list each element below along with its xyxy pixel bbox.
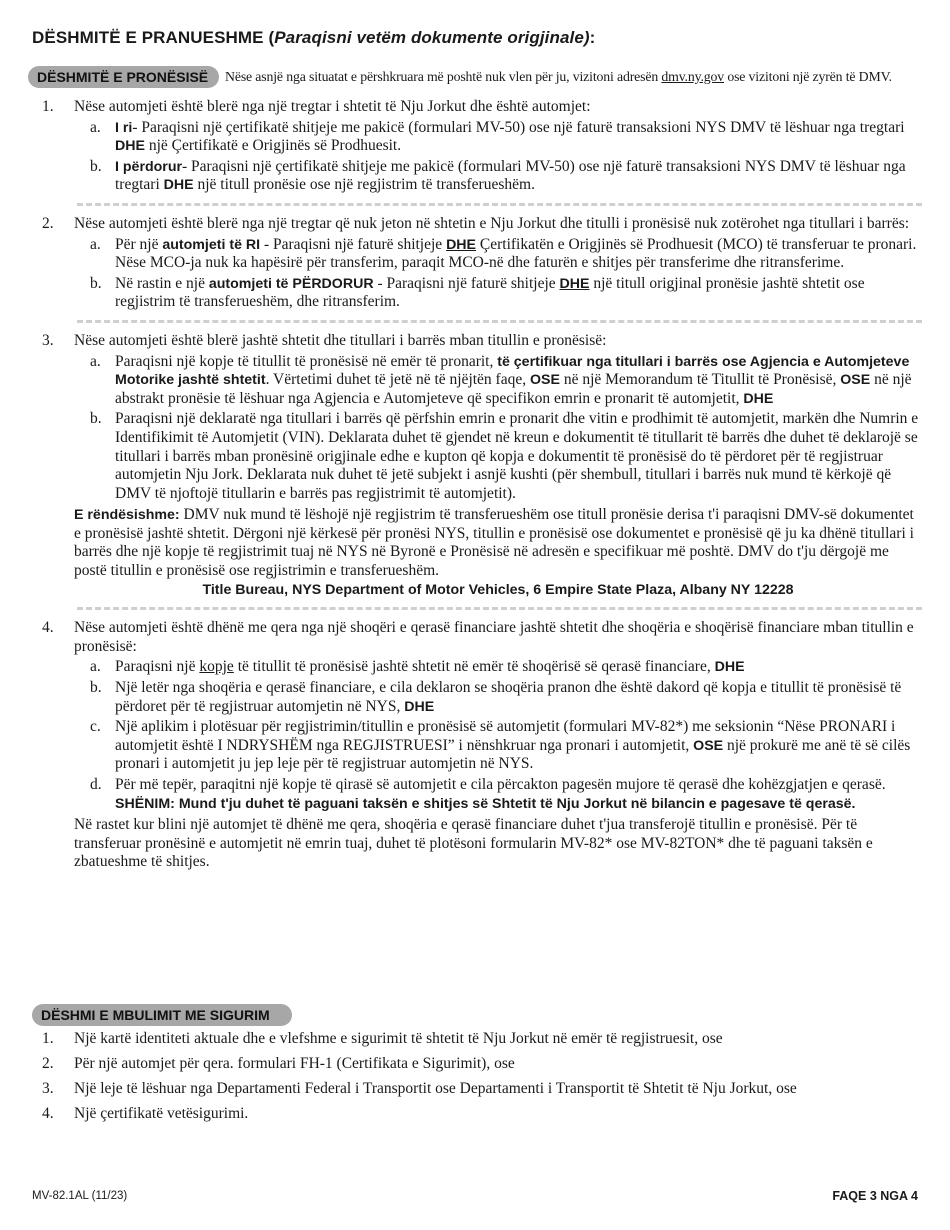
page-title: DËSHMITË E PRANUESHME (Paraqisni vetëm dokumente origjinale): [32,28,596,47]
list-item: 1. Nëse automjeti është blerë nga një tregtar i shtetit të Nju Jorkut dhe është automjet: a. I ri- Paraqisni një çertifikatë shitjeje me pakicë (formulari MV-50) ose një faturë transaksioni NYS DMV të lëshuar nga tregtari DHE një Çertifikatë e Origjinës së Prodhuesit. b. I përdorur- Paraqisni një çertifikatë shitjeje me pakicë (formulari MV-50) ose një faturë transaksioni NYS DMV të lëshuar nga tregtari DHE një titull pronësie ose një regjistrim të transferueshëm. [42,98,922,195]
page-number: FAQE 3 NGA 4 [832,1189,918,1203]
list-item: 3. Nëse automjeti është blerë jashtë shtetit dhe titullari i barrës mban titullin e pronësisë: a. Paraqisni një kopje të titullit të pronësisë në emër të pronarit, të çertifikuar nga titullari i barrës ose Agjencia e Automjeteve Motorike jashtë shtetit. Vërtetimi duhet të jetë në të njëjtën faqe, OSE në një Memorandum të Titullit të Pronësisë, OSE në një abstrakt pronësie të lëshuar nga Agjencia e Automjeteve që specifikon emrin e pronarit të automjetit, DHE b. Paraqisni një deklaratë nga titullari i barrës që përfshin emrin e pronarit dhe vitin e prodhimit të automjetit, markën dhe Numrin e Identifikimit të Automjetit (VIN). Deklarata duhet të gjendet në kreun e dokumentit të titullarit të barrës dhe duhet të deklarojë se titullari i barrës mban pronësinë origjinale edhe e kupton që kopja e dokumentit të pronësisë do të përdoret për të regjistruar automjetin Nju Jork. Deklarata nuk duhet të jetë subjekt i asnjë kushti (për shembull, titullari i barrës nuk mund të kërkojë që DMV të njoftojë titullarin e barrës pas regjistrimit të automjetit). E rëndësishme: DMV nuk mund të lëshojë një regjistrim të transferueshëm ose titull pronësie derisa t'i paraqisni DMV-së dokumentet e pronësisë jashtë shtetit. Dërgoni një kërkesë për pronësi NYS, titullin e pronësisë ose dokumentet e pronësisë që ju ka dhënë titullari i barrës dhe një kopje të regjistrimit tuaj në NYS në Byronë e Pronësisë në adresën e specifikuar më poshtë. DMV do t'ju dërgojë me postë titullin e pronësisë ose regjistrimin e transferueshëm. Title Bureau, NYS Department of Motor Vehicles, 6 Empire State Plaza, Albany NY 12228 [42,332,922,599]
sub-item: b. I përdorur- Paraqisni një çertifikatë shitjeje me pakicë (formulari MV-50) ose një faturë transaksioni NYS DMV të lëshuar nga tregtari DHE një titull pronësie ose një regjistrim të transferueshëm. [90,157,906,194]
divider [77,320,922,323]
important-note: E rëndësishme: DMV nuk mund të lëshojë një regjistrim të transferueshëm ose titull pronësie derisa t'i paraqisni DMV-së dokumentet e pronësisë jashtë shtetit. Dërgoni një kërkesë për pronësi NYS, titullin e pronësisë ose dokumentet e pronësisë që ju ka dhënë titullari i barrës dhe një kopje të regjistrimit tuaj në NYS në Byronë e Pronësisë në adresën e specifikuar më poshtë. DMV do t'ju dërgojë me postë titullin e pronësisë ose regjistrimin e transferueshëm. [74,506,914,580]
list-item: 2. Për një automjet për qera. formulari FH-1 (Certifikata e Sigurimit), ose [42,1055,515,1073]
sub-item: a. Paraqisni një kopje të titullit të pronësisë jashtë shtetit në emër të shoqërisë së qerasë financiare, DHE [90,658,745,676]
insurance-list [42,1030,922,1130]
divider [77,607,922,610]
sub-item: b. Në rastin e një automjeti të PËRDORUR - Paraqisni një faturë shitjeje DHE një titull origjinal pronësie jashtë shtetit ose regjistrim të transferueshëm, dhe ritransferim. [90,274,865,311]
sub-item: a. Për një automjeti të RI - Paraqisni një faturë shitjeje DHE Çertifikatën e Origjinës së Prodhuesit (MCO) të transferuar te pronari. Nëse MCO-ja nuk ka hapësirë për transferim, paraqit MCO-në dhe faturën e shitjes për transferime dhe ritransferime. [90,235,917,272]
sub-item: a. Paraqisni një kopje të titullit të pronësisë në emër të pronarit, të çertifikuar nga titullari i barrës ose Agjencia e Automjeteve Motorike jashtë shtetit. Vërtetimi duhet të jetë në të njëjtën faqe, OSE në një Memorandum të Titullit të Pronësisë, OSE në një abstrakt pronësie të lëshuar nga Agjencia e Automjeteve që specifikon emrin e pronarit të automjetit, DHE [90,352,912,407]
section-note: Nëse asnjë nga situatat e përshkruara më poshtë nuk vlen për ju, vizitoni adresën dmv.ny.gov ose vizitoni një zyrën të DMV. [225,68,892,84]
sub-item: a. I ri- Paraqisni një çertifikatë shitjeje me pakicë (formulari MV-50) ose një faturë transaksioni NYS DMV të lëshuar nga tregtari DHE një Çertifikatë e Origjinës së Prodhuesit. [90,118,905,155]
dmv-link[interactable]: dmv.ny.gov [661,68,725,84]
list-item: 4. Një çertifikatë vetësigurimi. [42,1105,249,1123]
lease-closing-text: Në rastet kur blini një automjet të dhënë me qera, shoqëria e qerasë financiare duhet t'jua transferojë titullin e pronësisë. Për të transferuar pronësinë e automjetit në emrin tuaj, duhet të plotësoni formularin MV-82* ose MV-82TON* dhe të paguani taksën e zbatueshme të shitjes. [74,816,873,871]
proof-of-ownership-header [28,66,892,88]
form-id: MV-82.1AL (11/23) [32,1190,128,1202]
list-item: 2. Nëse automjeti është blerë nga një tregtar që nuk jeton në shtetin e Nju Jorkut dhe titulli i pronësisë nuk zotërohet nga titullari i barrës: a. Për një automjeti të RI - Paraqisni një faturë shitjeje DHE Çertifikatën e Origjinës së Prodhuesit (MCO) të transferuar te pronari. Nëse MCO-ja nuk ka hapësirë për transferim, paraqit MCO-në dhe faturën e shitjes për transferime dhe ritransferime. b. Në rastin e një automjeti të PËRDORUR - Paraqisni një faturë shitjeje DHE një titull origjinal pronësie jashtë shtetit ose regjistrim të transferueshëm, dhe ritransferim. [42,215,922,312]
divider [77,203,922,206]
sub-item: c. Një aplikim i plotësuar për regjistrimin/titullin e pronësisë së automjetit (formulari MV-82*) me seksionin “Nëse PRONARI i automjetit është I NDRYSHËM nga REGJISTRUESI” i nënshkruar nga pronari i automjetit, OSE një prokurë me anë të së cilës pronari i automjetit ju jep leje për të regjistruar automjetin në NYS. [90,718,911,773]
mailing-address: Title Bureau, NYS Department of Motor Vehicles, 6 Empire State Plaza, Albany NY 12228 [202,581,794,598]
insurance-header [32,1004,292,1026]
ownership-list [42,98,922,872]
list-item: 3. Një leje të lëshuar nga Departamenti Federal i Transportit ose Departamenti i Transportit të Shtetit të Nju Jorkut, ose [42,1080,797,1098]
section-badge-insurance: DËSHMI E MBULIMIT ME SIGURIM [32,1004,292,1026]
list-item: 4. Nëse automjeti është dhënë me qera nga një shoqëri e qerasë financiare jashtë shtetit dhe shoqëria e shoqërisë financiare mban titullin e pronësisë: a. Paraqisni një kopje të titullit të pronësisë jashtë shtetit në emër të shoqërisë së qerasë financiare, DHE b. Një letër nga shoqëria e qerasë financiare, e cila deklaron se shoqëria pranon dhe është dakord që kopja e titullit të pronësisë të përdoret për të regjistruar automjetin në NYS, DHE c. Një aplikim i plotësuar për regjistrimin/titullin e pronësisë së automjetit (formulari MV-82*) me seksionin “Nëse PRONARI i automjetit është I NDRYSHËM nga REGJISTRUESI” i nënshkruar nga pronari i automjetit, OSE një prokurë me anë të së cilës pronari i automjetit ju jep leje për të regjistruar automjetin në NYS. d. Për më tepër, paraqitni një kopje të qirasë së automjetit e cila përcakton pagesën mujore të qerasë dhe kohëzgjatjen e qerasë. SHËNIM: Mund t'ju duhet të paguani taksën e shitjes së Shtetit të Nju Jorkut në bilancin e pagesave të qerasë. Në rastet kur blini një automjet të dhënë me qera, shoqëria e qerasë financiare duhet t'jua transferojë titullin e pronësisë. Për të transferuar pronësinë e automjetit në emrin tuaj, duhet të plotësoni formularin MV-82* ose MV-82TON* dhe të paguani taksën e zbatueshme të shitjes. [42,619,922,872]
list-item: 1. Një kartë identiteti aktuale dhe e vlefshme e sigurimit të shtetit të Nju Jorkut në emër të regjistruesit, ose [42,1030,723,1047]
sub-item: d. Për më tepër, paraqitni një kopje të qirasë së automjetit e cila përcakton pagesën mujore të qerasë dhe kohëzgjatjen e qerasë. SHËNIM: Mund t'ju duhet të paguani taksën e shitjes së Shtetit të Nju Jorkut në bilancin e pagesave të qerasë. [90,776,886,812]
sub-item: b. Paraqisni një deklaratë nga titullari i barrës që përfshin emrin e pronarit dhe vitin e prodhimit të automjetit, markën dhe Numrin e Identifikimit të Automjetit (VIN). Deklarata duhet të gjendet në kreun e dokumentit të titullarit të barrës dhe duhet të deklarojë se titullari i barrës mban pronësinë origjinale edhe e kupton që kopja e dokumentit të pronësisë do të përdoret për të regjistruar automjetin Nju Jork. Deklarata nuk duhet të jetë subjekt i asnjë kushti (për shembull, titullari i barrës nuk mund të kërkojë që DMV të njoftojë titullarin e barrës pas regjistrimit të automjetit). [90,410,919,502]
sub-item: b. Një letër nga shoqëria e qerasë financiare, e cila deklaron se shoqëria pranon dhe është dakord që kopja e titullit të pronësisë të përdoret për të regjistruar automjetin në NYS, DHE [90,679,902,715]
section-badge-ownership: DËSHMITË E PRONËSISË [28,66,219,88]
